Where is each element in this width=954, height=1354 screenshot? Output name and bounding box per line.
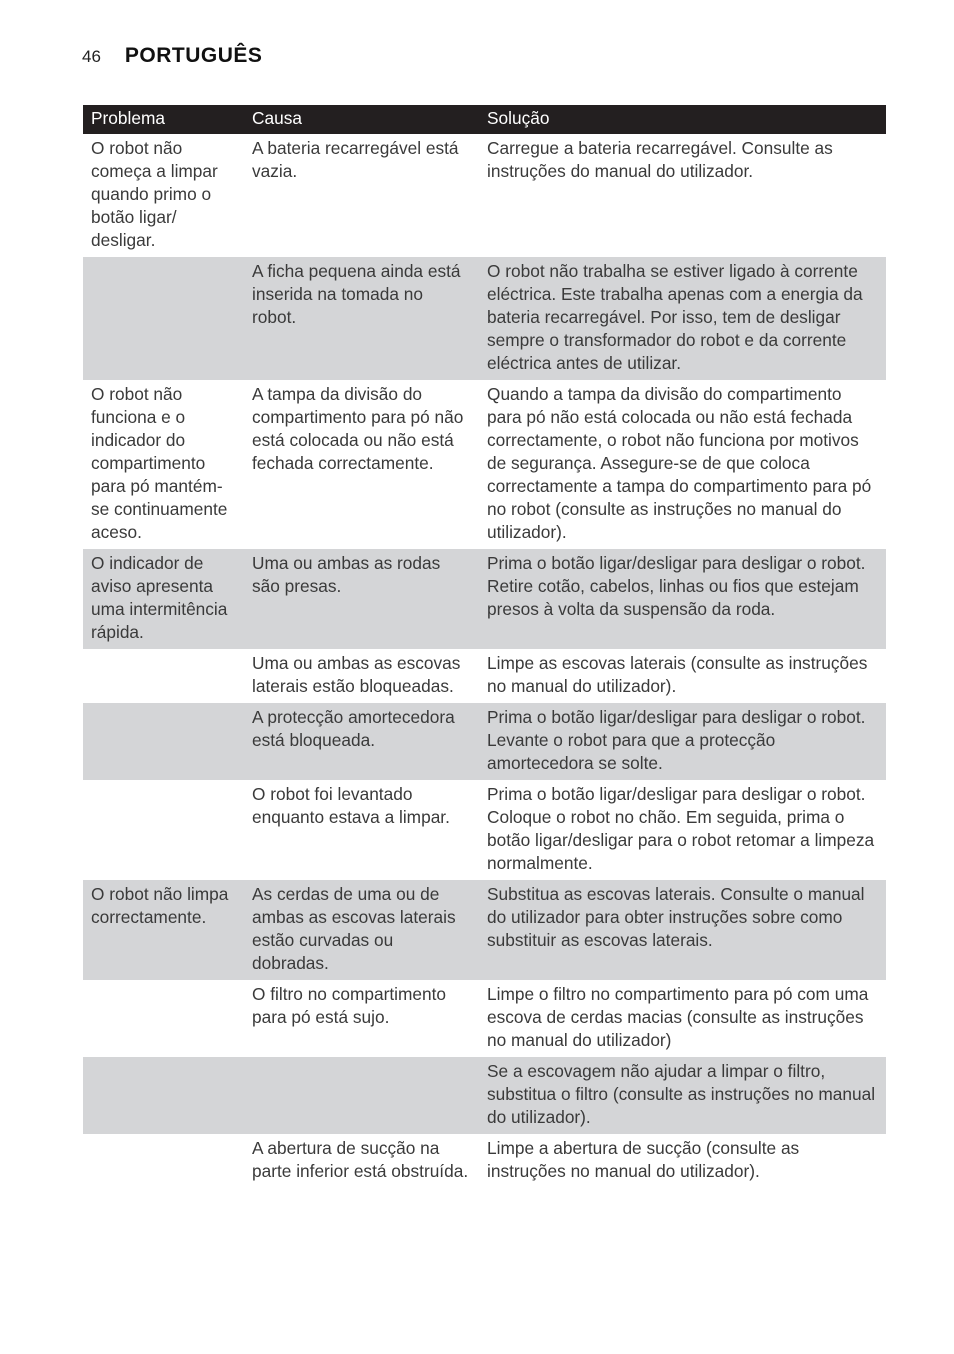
table-header-row [83,105,886,134]
table-row [83,1057,886,1134]
solution-cell: Substitua as escovas laterais. Consulte o manual do utilizador para obter instruções sobre como substituir as escovas laterais. [479,880,886,980]
cause-cell: Uma ou ambas as rodas são presas. [244,549,479,649]
solution-cell: Limpe o filtro no compartimento para pó com uma escova de cerdas macias (consulte as instruções no manual do utilizador) [487,984,869,1050]
table-row [83,1134,886,1188]
table-row [83,380,886,549]
solution-cell: Se a escovagem não ajudar a limpar o filtro, substitua o filtro (consulte as instruções no manual do utilizador). [479,1057,886,1134]
problem-cell [83,1057,244,1134]
cause-cell: A tampa da divisão do compartimento para pó não está colocada ou não está fechada correctamente. [252,384,464,473]
problem-cell: O robot não começa a limpar quando primo o botão ligar/ desligar. [91,138,218,250]
problem-cell [83,980,244,1057]
problem-cell [83,780,244,880]
table-row [83,257,886,380]
problem-cell [83,1134,244,1188]
problem-cell [83,649,244,703]
column-header-problem: Problema [83,105,244,134]
cause-cell: A bateria recarregável está vazia. [252,138,459,181]
page-title: PORTUGUÊS [124,44,263,67]
troubleshooting-table [83,105,886,1188]
table-row [83,649,886,703]
cause-cell [244,1057,479,1134]
page-number: 46 [82,47,101,66]
table-row [83,549,886,649]
solution-cell: Limpe as escovas laterais (consulte as instruções no manual do utilizador). [487,653,868,696]
cause-cell: Uma ou ambas as escovas laterais estão bloqueadas. [252,653,461,696]
cause-cell: O robot foi levantado enquanto estava a limpar. [252,784,450,827]
cause-cell: O filtro no compartimento para pó está sujo. [252,984,447,1027]
table-row [83,703,886,780]
solution-cell: Limpe a abertura de sucção (consulte as instruções no manual do utilizador). [487,1138,800,1181]
solution-cell: Prima o botão ligar/desligar para desligar o robot. Levante o robot para que a protecção amortecedora se solte. [479,703,886,780]
page-header [82,44,262,68]
solution-cell: Quando a tampa da divisão do compartimento para pó não está colocada ou não está fechada correctamente, o robot não funciona por motivos de segurança. Assegure-se de que coloca correctamente a tampa do compartimento para pó no robot (consulte as instruções no manual do utilizador). [487,384,872,542]
table-body [83,134,886,1188]
column-header-cause: Causa [244,105,479,134]
cause-cell: A abertura de sucção na parte inferior está obstruída. [252,1138,469,1181]
column-header-solution: Solução [479,105,886,134]
solution-cell: Carregue a bateria recarregável. Consulte as instruções do manual do utilizador. [487,138,833,181]
table-row [83,980,886,1057]
table-row [83,780,886,880]
cause-cell: A protecção amortecedora está bloqueada. [244,703,479,780]
cause-cell: A ficha pequena ainda está inserida na tomada no robot. [244,257,479,380]
solution-cell: O robot não trabalha se estiver ligado à corrente eléctrica. Este trabalha apenas com a energia da bateria recarregável. Por isso, tem de desligar sempre o transformador do robot e da corrente eléctrica antes de utilizar. [479,257,886,380]
problem-cell [83,257,244,380]
problem-cell: O robot não limpa correctamente. [83,880,244,980]
table-row [83,134,886,257]
problem-cell: O indicador de aviso apresenta uma intermitência rápida. [83,549,244,649]
problem-cell: O robot não funciona e o indicador do compartimento para pó mantém-se continuamente aceso. [91,384,228,542]
table-header [83,105,886,134]
table-row [83,880,886,980]
solution-cell: Prima o botão ligar/desligar para desligar o robot. Retire cotão, cabelos, linhas ou fios que estejam presos à volta da suspensão da roda. [479,549,886,649]
problem-cell [83,703,244,780]
solution-cell: Prima o botão ligar/desligar para desligar o robot. Coloque o robot no chão. Em seguida, prima o botão ligar/desligar para o robot retomar a limpeza normalmente. [487,784,875,873]
cause-cell: As cerdas de uma ou de ambas as escovas laterais estão curvadas ou dobradas. [244,880,479,980]
